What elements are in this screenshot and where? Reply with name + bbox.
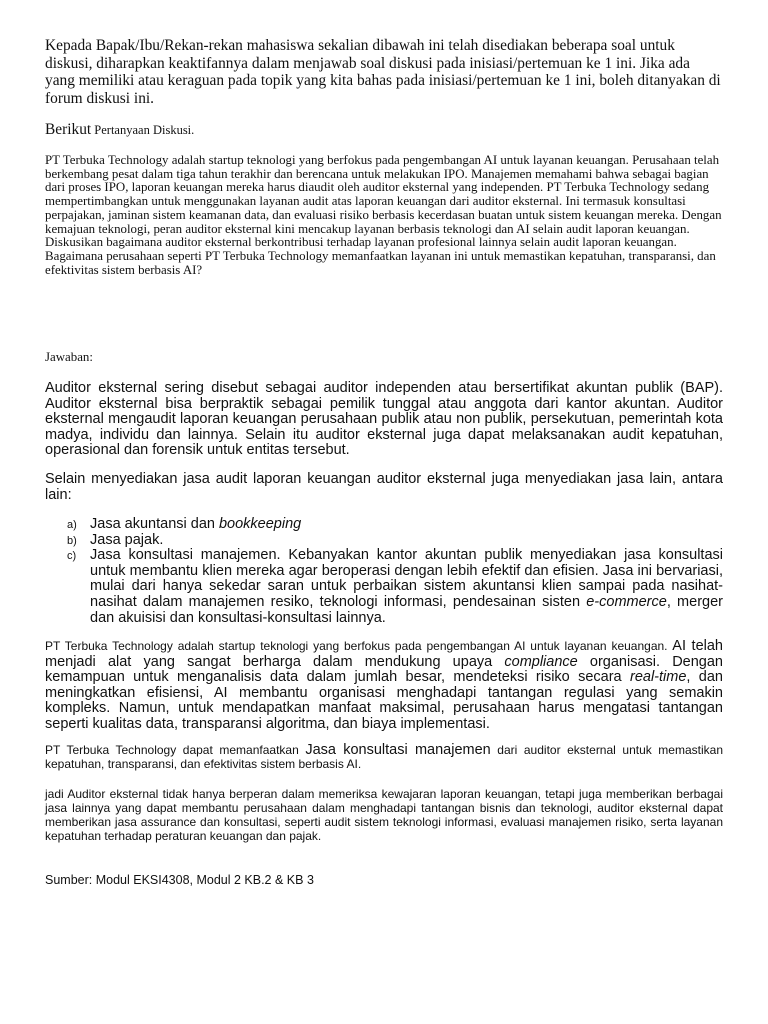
list-item bbox=[45, 548, 723, 626]
answer-paragraph-4 bbox=[45, 743, 723, 771]
list-item bbox=[45, 517, 723, 533]
p3-italic-2: real-time bbox=[630, 669, 687, 686]
list-marker: c) bbox=[67, 550, 77, 563]
answer-paragraph-3 bbox=[45, 639, 723, 733]
answer-paragraph-1: Auditor eksternal sering disebut sebagai auditor independen atau bersertifikat akuntan publik (BAP). Auditor eksternal bisa berpraktik sebagai pemilik tunggal atau anggota dari kantor akuntan. Auditor eksternal mengaudit laporan keuangan perusahaan publik atau non publik, persekutuan, pemerintah kota madya, individu dan lainnya. Selain itu auditor eksternal juga dapat melaksanakan audit kepatuhan, operasional dan forensik untuk entitas tersebut. bbox=[45, 380, 723, 459]
discussion-heading bbox=[45, 121, 723, 139]
heading-lead: Berikut bbox=[45, 121, 92, 138]
list-item-italic: bookkeeping bbox=[218, 516, 302, 532]
intro-paragraph: Kepada Bapak/Ibu/Rekan-rekan mahasiswa sekalian dibawah ini telah disediakan beberapa soal untuk diskusi, diharapkan keaktifannya dalam menjawab soal diskusi pada inisiasi/pertemuan ke 1 ini. Jika ada yang memiliki atau keraguan pada topik yang kita bahas pada inisiasi/pertemuan ke 1 ini, boleh ditanyakan di forum diskusi ini. bbox=[45, 37, 721, 107]
answer-label: Jawaban: bbox=[45, 350, 93, 364]
conclusion-paragraph: jadi Auditor eksternal tidak hanya berperan dalam memeriksa kewajaran laporan keuangan, tetapi juga memberikan berbagai jasa lainnya yang dapat membantu perusahaan dalam menghadapi tantangan bisnis dan teknologi, auditor eksternal dapat memberikan jasa assurance dan konsultasi, seperti audit sistem teknologi informasi, evaluasi manajemen risiko, serta layanan kepatuhan terhadap peraturan keuangan dan pajak. bbox=[45, 787, 723, 843]
p4-text-2: dari auditor eksternal untuk memastikan kepatuhan, transparansi, dan efektivitas sistem berbasis AI. bbox=[45, 743, 723, 771]
p3-text-3: , dan meningkatkan efisiensi, AI membantu organisasi menghadapi tantangan regulasi yang semakin kompleks. Namun, untuk mendapatkan manfaat maksimal, perusahaan harus mengatasi tantangan seperti kualitas data, transparansi algoritma, dan biaya implementasi. bbox=[45, 669, 723, 732]
list-item bbox=[45, 533, 723, 549]
list-marker: a) bbox=[67, 519, 77, 531]
list-item-text: Jasa akuntansi dan bbox=[90, 516, 219, 532]
p3-text-1: AI telah menjadi alat yang sangat berharga dalam mendukung upaya bbox=[45, 638, 724, 670]
answer-paragraph-2: Selain menyediakan jasa audit laporan keuangan auditor eksternal juga menyediakan jasa lain, antara lain: bbox=[45, 471, 723, 503]
list-item-italic: e-commerce bbox=[586, 593, 667, 610]
p3-small-text: PT Terbuka Technology adalah startup teknologi yang berfokus pada pengembangan AI untuk layanan keuangan. bbox=[45, 639, 668, 653]
discussion-question: PT Terbuka Technology adalah startup teknologi yang berfokus pada pengembangan AI untuk layanan keuangan. Perusahaan telah berkembang pesat dalam tiga tahun terakhir dan berencana untuk melakukan IPO. Manajemen memahami bahwa sebagai bagian dari proses IPO, laporan keuangan mereka harus diaudit oleh auditor eksternal yang independen. PT Terbuka Technology sedang mempertimbangkan untuk menggunakan layanan audit atas laporan keuangan dari auditor eksternal. Ini termasuk konsultasi perpajakan, jaminan sistem keamanan data, dan evaluasi risiko berbasis kecerdasan buatan untuk sistem keuangan mereka. Dengan kemajuan teknologi, peran auditor eksternal kini mencakup layanan berbasis teknologi dan AI selain audit laporan keuangan. Diskusikan bagaimana auditor eksternal berkontribusi terhadap layanan profesional lainnya selain audit laporan keuangan. Bagaimana perusahaan seperti PT Terbuka Technology memanfaatkan layanan ini untuk memastikan kepatuhan, transparansi, dan efektivitas sistem berbasis AI? bbox=[45, 153, 722, 277]
source-citation: Sumber: Modul EKSI4308, Modul 2 KB.2 & KB 3 bbox=[45, 873, 314, 887]
services-list bbox=[45, 517, 723, 626]
p4-text-1: PT Terbuka Technology dapat memanfaatkan bbox=[45, 743, 306, 757]
heading-rest: Pertanyaan Diskusi. bbox=[91, 123, 195, 137]
list-marker: b) bbox=[67, 534, 77, 547]
p4-emphasis: Jasa konsultasi manajemen bbox=[305, 742, 491, 758]
p3-text-2: organisasi. Dengan kemampuan untuk menganalisis data dalam jumlah besar, mendeteksi risiko secara bbox=[45, 653, 723, 686]
list-item-tail: , merger dan akuisisi dan konsultasi-konsultasi lainnya. bbox=[90, 593, 723, 626]
p3-italic-1: compliance bbox=[504, 653, 578, 670]
list-item-text: Jasa konsultasi manajemen. Kebanyakan kantor akuntan publik menyediakan jasa konsultasi untuk membantu klien mereka agar beroperasi dengan lebih efektif dan efisien. Jasa ini bervariasi, mulai dari hanya sekedar saran untuk perbaikan sistem akuntansi klien sampai pada nasihat-nasihat dalam manajemen resiko, teknologi informasi, pendesainan sisten bbox=[90, 547, 723, 610]
list-item-text: Jasa pajak. bbox=[90, 531, 164, 548]
